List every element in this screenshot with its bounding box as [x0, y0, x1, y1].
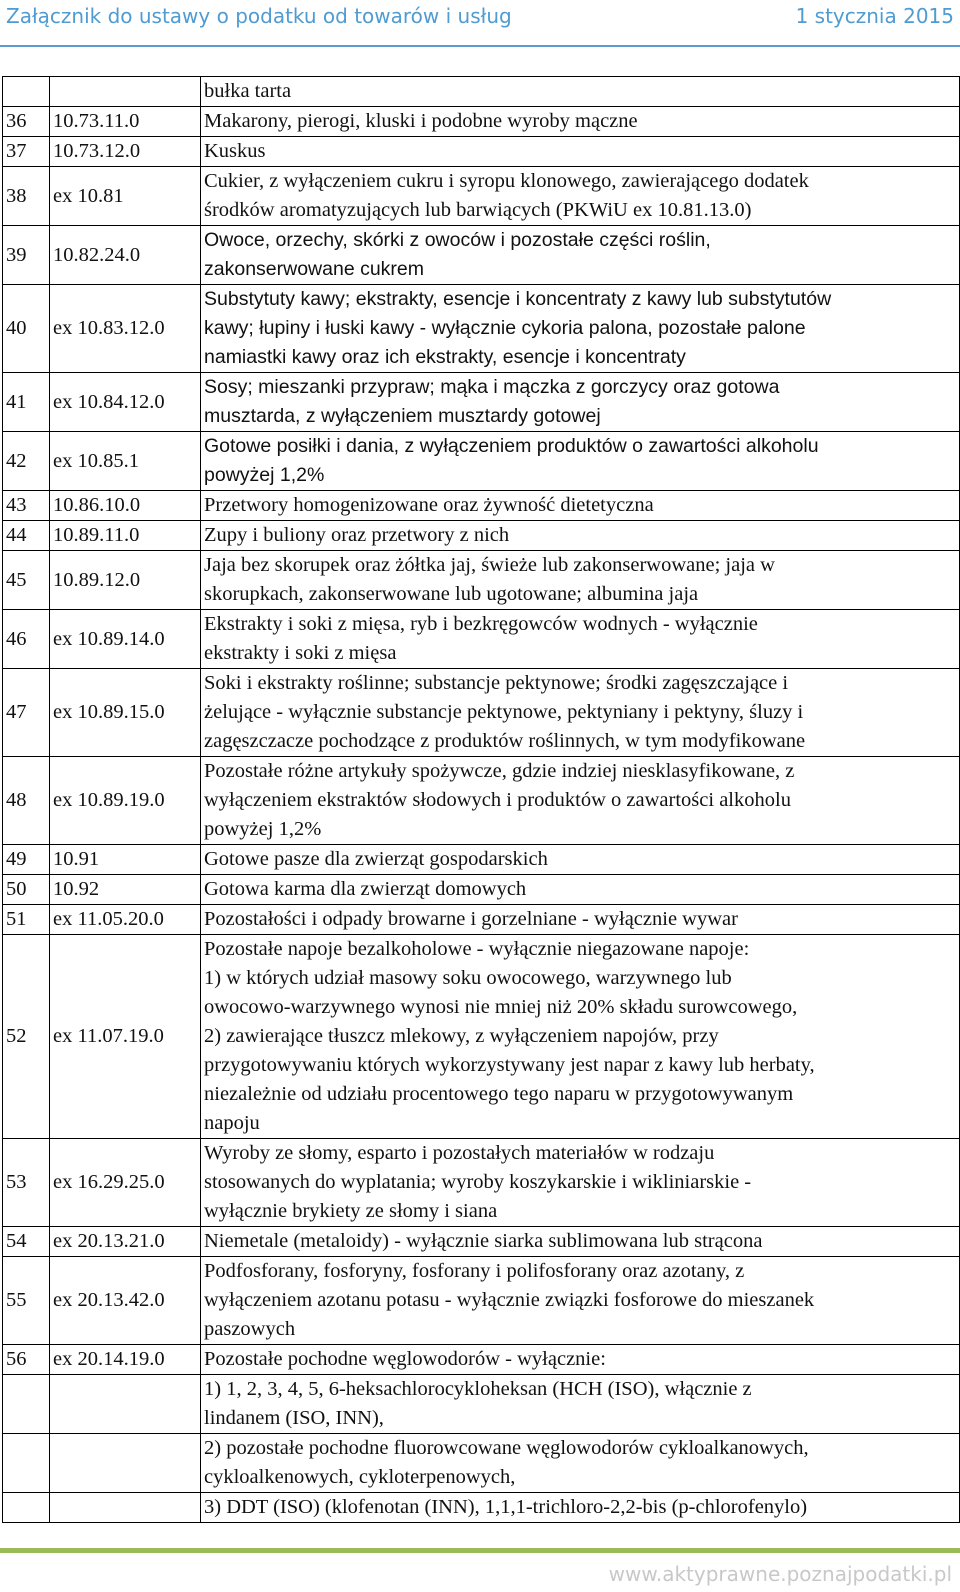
description-line: Gotowe posiłki i dania, z wyłączeniem produktów o zawartości alkoholu	[204, 435, 819, 457]
row-number: 42	[3, 432, 50, 491]
pkwiu-code: 10.73.11.0	[50, 107, 201, 137]
description-line: lindanem (ISO, INN),	[204, 1407, 384, 1429]
goods-description	[201, 491, 960, 521]
row-number: 46	[3, 610, 50, 669]
row-number: 50	[3, 875, 50, 905]
description-line: stosowanych do wyplatania; wyroby koszykarskie i wikliniarskie -	[204, 1171, 752, 1193]
table-row	[3, 373, 960, 432]
description-line: Zupy i buliony oraz przetwory z nich	[204, 524, 510, 546]
row-number: 39	[3, 226, 50, 285]
table-row	[3, 491, 960, 521]
pkwiu-code	[50, 77, 201, 107]
goods-description	[201, 551, 960, 610]
table-row	[3, 875, 960, 905]
description-line: Soki i ekstrakty roślinne; substancje pektynowe; środki zagęszczające i	[204, 672, 789, 694]
description-line: cykloalkenowych, cykloterpenowych,	[204, 1466, 516, 1488]
description-line: Podfosforany, fosforyny, fosforany i polifosforany oraz azotany, z	[204, 1260, 745, 1282]
description-line: Substytuty kawy; ekstrakty, esencje i koncentraty z kawy lub substytutów	[204, 288, 832, 310]
description-line: Kuskus	[204, 140, 266, 162]
goods-description	[201, 432, 960, 491]
goods-description	[201, 757, 960, 845]
table-row	[3, 432, 960, 491]
description-line: Wyroby ze słomy, esparto i pozostałych materiałów w rodzaju	[204, 1142, 715, 1164]
goods-description	[201, 1257, 960, 1345]
row-number: 47	[3, 669, 50, 757]
pkwiu-code: ex 20.14.19.0	[50, 1345, 201, 1375]
goods-description	[201, 521, 960, 551]
description-line: Gotowe pasze dla zwierząt gospodarskich	[204, 848, 548, 870]
row-number	[3, 1434, 50, 1493]
goods-description	[201, 935, 960, 1139]
description-line: bułka tarta	[204, 80, 292, 102]
description-line: środków aromatyzujących lub barwiących (PKWiU ex 10.81.13.0)	[204, 199, 752, 221]
pkwiu-code: ex 10.89.19.0	[50, 757, 201, 845]
description-line: Cukier, z wyłączeniem cukru i syropu klonowego, zawierającego dodatek	[204, 170, 809, 192]
description-line: Pozostałe pochodne węglowodorów - wyłącznie:	[204, 1348, 606, 1370]
pkwiu-code: ex 10.89.14.0	[50, 610, 201, 669]
row-number: 53	[3, 1139, 50, 1227]
pkwiu-code: ex 11.07.19.0	[50, 935, 201, 1139]
description-line: 2) pozostałe pochodne fluorowcowane węglowodorów cykloalkanowych,	[204, 1437, 809, 1459]
description-line: owocowo-warzywnego wynosi nie mniej niż 20% składu surowcowego,	[204, 996, 798, 1018]
goods-description	[201, 167, 960, 226]
table-row	[3, 1227, 960, 1257]
description-line: napoju	[204, 1112, 260, 1134]
pkwiu-code: ex 20.13.21.0	[50, 1227, 201, 1257]
description-line: Makarony, pierogi, kluski i podobne wyroby mączne	[204, 110, 638, 132]
pkwiu-code	[50, 1434, 201, 1493]
description-line: wyłącznie brykiety ze słomy i siana	[204, 1200, 498, 1222]
goods-description	[201, 1139, 960, 1227]
row-number: 55	[3, 1257, 50, 1345]
table-row	[3, 845, 960, 875]
description-line: niezależnie od udziału procentowego tego naparu w przygotowywanym	[204, 1083, 794, 1105]
description-line: musztarda, z wyłączeniem musztardy gotowej	[204, 405, 601, 427]
pkwiu-code: 10.82.24.0	[50, 226, 201, 285]
row-number: 54	[3, 1227, 50, 1257]
table-row	[3, 167, 960, 226]
table-row	[3, 226, 960, 285]
footer-url: www.aktyprawne.poznajpodatki.pl	[608, 1562, 952, 1586]
goods-description	[201, 905, 960, 935]
goods-description	[201, 1493, 960, 1523]
description-line: Owoce, orzechy, skórki z owoców i pozostałe części roślin,	[204, 229, 711, 251]
table-row	[3, 77, 960, 107]
description-line: Gotowa karma dla zwierząt domowych	[204, 878, 527, 900]
description-line: 2) zawierające tłuszcz mlekowy, z wyłączeniem napojów, przy	[204, 1025, 719, 1047]
description-line: kawy; łupiny i łuski kawy - wyłącznie cykoria palona, pozostałe palone	[204, 317, 806, 339]
row-number	[3, 77, 50, 107]
description-line: Ekstrakty i soki z mięsa, ryb i bezkręgowców wodnych - wyłącznie	[204, 613, 758, 635]
pkwiu-code: 10.73.12.0	[50, 137, 201, 167]
pkwiu-code: 10.92	[50, 875, 201, 905]
document-title: Załącznik do ustawy o podatku od towarów i usług	[6, 4, 512, 28]
table-row	[3, 905, 960, 935]
table-row	[3, 551, 960, 610]
description-line: 1) w których udział masowy soku owocowego, warzywnego lub	[204, 967, 732, 989]
goods-description	[201, 1375, 960, 1434]
row-number: 52	[3, 935, 50, 1139]
row-number: 49	[3, 845, 50, 875]
goods-table	[2, 76, 960, 1523]
table-row	[3, 1345, 960, 1375]
pkwiu-code: ex 16.29.25.0	[50, 1139, 201, 1227]
pkwiu-code: 10.89.11.0	[50, 521, 201, 551]
description-line: paszowych	[204, 1318, 296, 1340]
description-line: przygotowywaniu których wykorzystywany jest napar z kawy lub herbaty,	[204, 1054, 815, 1076]
pkwiu-code: ex 10.89.15.0	[50, 669, 201, 757]
description-line: skorupkach, zakonserwowane lub ugotowane; albumina jaja	[204, 583, 699, 605]
table-row	[3, 1493, 960, 1523]
table-row	[3, 137, 960, 167]
row-number: 51	[3, 905, 50, 935]
description-line: zagęszczacze pochodzące z produktów roślinnych, w tym modyfikowane	[204, 730, 806, 752]
goods-description	[201, 1345, 960, 1375]
table-row	[3, 107, 960, 137]
table-row	[3, 610, 960, 669]
table-row	[3, 521, 960, 551]
pkwiu-code: ex 10.84.12.0	[50, 373, 201, 432]
row-number: 41	[3, 373, 50, 432]
description-line: powyżej 1,2%	[204, 818, 322, 840]
pkwiu-code	[50, 1493, 201, 1523]
description-line: ekstrakty i soki z mięsa	[204, 642, 397, 664]
description-line: wyłączeniem azotanu potasu - wyłącznie związki fosforowe do mieszanek	[204, 1289, 815, 1311]
table-row	[3, 1434, 960, 1493]
goods-description	[201, 226, 960, 285]
pkwiu-code: 10.89.12.0	[50, 551, 201, 610]
description-line: Jaja bez skorupek oraz żółtka jaj, świeże lub zakonserwowane; jaja w	[204, 554, 775, 576]
description-line: zakonserwowane cukrem	[204, 258, 425, 280]
goods-description	[201, 137, 960, 167]
pkwiu-code: ex 11.05.20.0	[50, 905, 201, 935]
row-number: 48	[3, 757, 50, 845]
footer-bar	[0, 1548, 960, 1553]
description-line: Pozostałości i odpady browarne i gorzelniane - wyłącznie wywar	[204, 908, 738, 930]
pkwiu-code: 10.91	[50, 845, 201, 875]
goods-description	[201, 373, 960, 432]
description-line: Pozostałe różne artykuły spożywcze, gdzie indziej niesklasyfikowane, z	[204, 760, 795, 782]
description-line: 1) 1, 2, 3, 4, 5, 6-heksachlorocykloheksan (HCH (ISO), włącznie z	[204, 1378, 752, 1400]
table-row	[3, 285, 960, 373]
pkwiu-code: 10.86.10.0	[50, 491, 201, 521]
pkwiu-code	[50, 1375, 201, 1434]
pkwiu-code: ex 10.81	[50, 167, 201, 226]
row-number	[3, 1493, 50, 1523]
description-line: 3) DDT (ISO) (klofenotan (INN), 1,1,1-trichloro-2,2-bis (p-chlorofenylo)	[204, 1496, 808, 1518]
description-line: powyżej 1,2%	[204, 464, 325, 486]
document-date: 1 stycznia 2015	[795, 4, 954, 28]
description-line: wyłączeniem ekstraktów słodowych i produktów o zawartości alkoholu	[204, 789, 791, 811]
goods-description	[201, 1434, 960, 1493]
pkwiu-code: ex 20.13.42.0	[50, 1257, 201, 1345]
goods-description	[201, 77, 960, 107]
header-rule	[0, 45, 960, 47]
goods-description	[201, 285, 960, 373]
goods-description	[201, 875, 960, 905]
row-number: 38	[3, 167, 50, 226]
row-number: 56	[3, 1345, 50, 1375]
goods-description	[201, 669, 960, 757]
row-number: 43	[3, 491, 50, 521]
description-line: Przetwory homogenizowane oraz żywność dietetyczna	[204, 494, 654, 516]
description-line: Pozostałe napoje bezalkoholowe - wyłącznie niegazowane napoje:	[204, 938, 750, 960]
table-row	[3, 935, 960, 1139]
page-header	[0, 0, 960, 38]
row-number: 44	[3, 521, 50, 551]
table-row	[3, 1257, 960, 1345]
pkwiu-code: ex 10.83.12.0	[50, 285, 201, 373]
table-row	[3, 757, 960, 845]
row-number: 45	[3, 551, 50, 610]
goods-description	[201, 610, 960, 669]
row-number: 37	[3, 137, 50, 167]
description-line: Sosy; mieszanki przypraw; mąka i mączka z gorczycy oraz gotowa	[204, 376, 780, 398]
goods-description	[201, 845, 960, 875]
description-line: Niemetale (metaloidy) - wyłącznie siarka sublimowana lub strącona	[204, 1230, 763, 1252]
row-number	[3, 1375, 50, 1434]
row-number: 36	[3, 107, 50, 137]
table-row	[3, 1375, 960, 1434]
table-row	[3, 1139, 960, 1227]
pkwiu-code: ex 10.85.1	[50, 432, 201, 491]
description-line: namiastki kawy oraz ich ekstrakty, esencje i koncentraty	[204, 346, 686, 368]
row-number: 40	[3, 285, 50, 373]
table-row	[3, 669, 960, 757]
description-line: żelujące - wyłącznie substancje pektynowe, pektyniany i pektyny, śluzy i	[204, 701, 804, 723]
goods-description	[201, 1227, 960, 1257]
goods-description	[201, 107, 960, 137]
